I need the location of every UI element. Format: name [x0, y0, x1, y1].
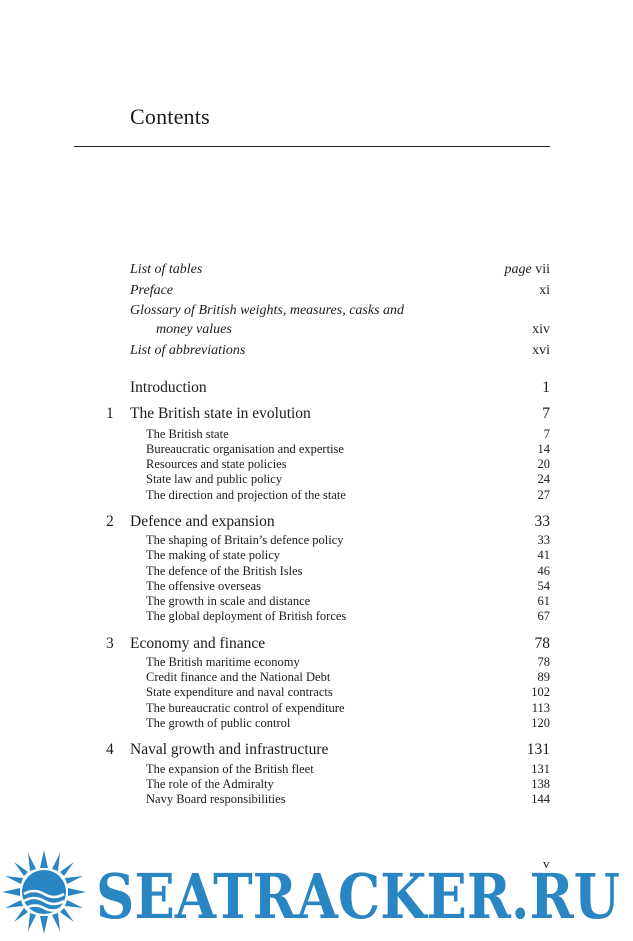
chapter-number: 4 — [106, 741, 114, 758]
page-folio: v — [543, 856, 550, 871]
toc-section[interactable] — [0, 716, 633, 736]
chapter-title: Defence and expansion — [130, 513, 275, 530]
section-page: 54 — [537, 579, 550, 593]
section-page: 7 — [543, 427, 550, 441]
section-title: The expansion of the British fleet — [146, 762, 314, 776]
chapter-title: Economy and finance — [130, 635, 266, 652]
toc-entry-page: xi — [539, 283, 550, 298]
section-title: Resources and state policies — [146, 457, 287, 471]
section-title: Navy Board responsibilities — [146, 792, 286, 806]
section-page: 24 — [537, 472, 550, 486]
chapter-page: 7 — [542, 405, 550, 422]
chapter-number: 2 — [106, 513, 114, 530]
chapter-number: 3 — [106, 635, 114, 652]
toc-entry-page: 1 — [542, 379, 550, 396]
section-page: 144 — [531, 792, 550, 806]
section-title: State expenditure and naval contracts — [146, 685, 333, 699]
section-title: The bureaucratic control of expenditure — [146, 701, 345, 715]
toc-entry-page: xiv — [532, 322, 550, 337]
section-page: 102 — [531, 685, 550, 699]
sun-icon — [2, 850, 86, 934]
section-page: 67 — [537, 609, 550, 623]
section-page: 33 — [537, 533, 550, 547]
toc-entry-list-of-tables[interactable] — [0, 262, 633, 282]
chapter-page: 131 — [526, 741, 550, 758]
toc-entry-page: xvi — [532, 343, 550, 358]
section-title: The offensive overseas — [146, 579, 262, 593]
section-page: 89 — [537, 670, 550, 684]
toc-entry-glossary-cont[interactable] — [0, 322, 633, 342]
section-title: The British maritime economy — [146, 655, 300, 669]
section-title: The role of the Admiralty — [146, 777, 274, 791]
section-page: 131 — [531, 762, 550, 776]
section-title: The shaping of Britain’s defence policy — [146, 533, 344, 547]
toc-entry-page — [505, 262, 551, 278]
section-title: The direction and projection of the state — [146, 488, 346, 502]
page-label: page — [504, 262, 532, 277]
section-page: 78 — [537, 655, 550, 669]
section-page: 27 — [537, 488, 550, 502]
heading-rule — [74, 146, 550, 147]
section-page: 113 — [531, 701, 550, 715]
toc-chapter-1[interactable] — [0, 405, 633, 425]
toc-chapter-3[interactable] — [0, 635, 633, 655]
section-title: State law and public policy — [146, 472, 283, 486]
section-title: The British state — [146, 427, 229, 441]
chapter-page: 78 — [534, 635, 550, 652]
toc-entry-title: Glossary of British weights, measures, casks and — [130, 303, 405, 318]
toc-entry-title: List of tables — [130, 262, 203, 277]
watermark-text: SEATRACKER.RU — [96, 860, 620, 933]
chapter-number: 1 — [106, 405, 114, 422]
toc-section[interactable] — [0, 488, 633, 508]
section-page: 20 — [537, 457, 550, 471]
section-page: 138 — [531, 777, 550, 791]
toc-entry-title: Introduction — [130, 379, 207, 396]
seatracker-watermark — [0, 848, 633, 938]
section-title: The global deployment of British forces — [146, 609, 347, 623]
section-title: Credit finance and the National Debt — [146, 670, 331, 684]
toc-chapter-4[interactable] — [0, 741, 633, 761]
toc-section[interactable] — [0, 609, 633, 629]
toc-entry-title: List of abbreviations — [130, 343, 246, 358]
section-page: 46 — [537, 564, 550, 578]
page-title: Contents — [130, 104, 210, 129]
toc-entry-title: Preface — [130, 283, 174, 298]
toc-entry-glossary[interactable] — [0, 303, 633, 323]
toc-entry-title-continued: money values — [156, 322, 232, 337]
toc-entry-preface[interactable] — [0, 283, 633, 303]
toc-section[interactable] — [0, 792, 633, 812]
section-title: The defence of the British Isles — [146, 564, 303, 578]
section-title: Bureaucratic organisation and expertise — [146, 442, 344, 456]
section-page: 14 — [537, 442, 550, 456]
toc-chapter-2[interactable] — [0, 513, 633, 533]
section-title: The making of state policy — [146, 548, 280, 562]
section-page: 120 — [531, 716, 550, 730]
section-title: The growth of public control — [146, 716, 291, 730]
chapter-title: Naval growth and infrastructure — [130, 741, 329, 758]
toc-entry-abbreviations[interactable] — [0, 343, 633, 363]
chapter-title: The British state in evolution — [130, 405, 311, 422]
toc-entry-introduction[interactable] — [0, 379, 633, 399]
page-number: vii — [535, 262, 550, 277]
chapter-page: 33 — [534, 513, 550, 530]
section-page: 41 — [537, 548, 550, 562]
section-title: The growth in scale and distance — [146, 594, 311, 608]
section-page: 61 — [537, 594, 550, 608]
